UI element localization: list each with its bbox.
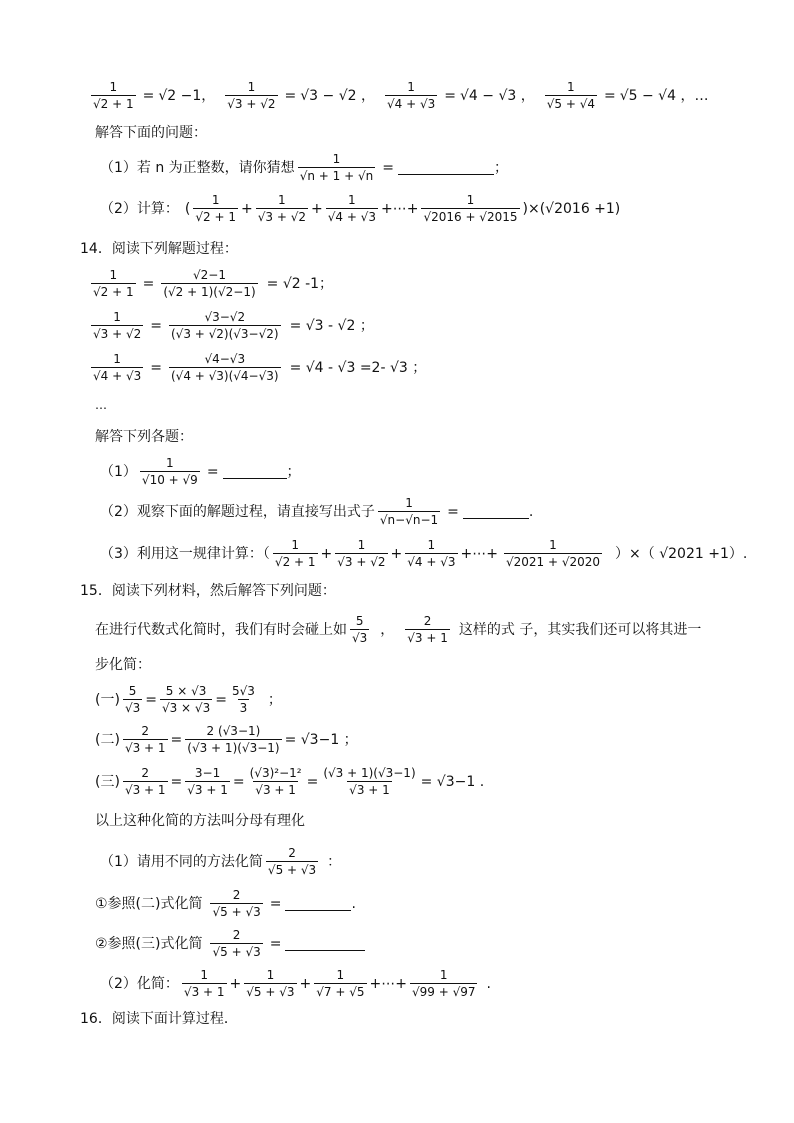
fraction: $\frac{3-1}{√3 + 1}$ [187,766,228,797]
fraction: $\frac{5√3}{3}$ [231,684,255,715]
fraction: $\frac{1}{√2 + 1}$ [93,268,134,299]
question-1b: ②参照(三)式化简 $\frac{2}{√5 + √3}$ = [95,928,365,959]
fraction: $\frac{1}{√n-√n-1}$ [379,496,439,527]
fraction: $\frac{1}{√7 + √5}$ [316,968,365,999]
fraction: $\frac{2}{√3 + 1}$ [124,766,166,797]
answer-blank[interactable] [223,464,287,479]
problem-15-heading: 15．阅读下列材料，然后解答下列问题： [80,583,336,599]
fraction: $\frac{(√3 + 1)(√3-1)}{√3 + 1}$ [323,766,416,797]
fraction: $\frac{2}{√5 + √3}$ [267,846,317,877]
fraction: $\frac{1}{√99 + √97}$ [411,968,476,999]
fraction: $\frac{1}{√3 + √2}$ [93,310,142,341]
method-2: (二) $\frac{2}{√3 + 1}$ = $\frac{2 (√3-1)}{(√3 + 1)(√3-1)}$ = √3−1 ； [95,724,358,755]
intro-line: 在进行代数式化简时，我们有时会碰上如 $\frac{5}{√3}$ ， $\frac{2}{√3 + 1}$ 这样的式 子，其实我们还可以将其进一 [95,614,702,645]
fraction: $\frac{2}{√3 + 1}$ [407,614,448,645]
fraction: $\frac{√4-√3}{(√4 + √3)(√4-√3)}$ [170,352,279,383]
method-1: (一) $\frac{5}{√3}$ = $\frac{5 \times √3}{√3 \times √3}$ = $\frac{5√3}{3}$ ； [95,684,282,715]
fraction: $\frac{5}{√3}$ [352,614,368,645]
fraction: $\frac{1}{√3 + √2}$ [257,193,306,224]
answer-blank[interactable] [398,160,494,175]
fraction: $\frac{2}{√3 + 1}$ [124,724,166,755]
fraction: $\frac{1}{√4 + √3}$ [93,352,142,383]
fraction: $\frac{1}{√2 + 1}$ [195,193,236,224]
instruction-text: 解答下面的问题： [95,125,207,141]
derivation-row: $\frac{1}{√3 + √2}$ = $\frac{√3-√2}{(√3 + √2)(√3-√2)}$ = √3 - √2 ； [93,310,374,341]
fraction: $\frac{1}{√2 + 1}$ [274,538,316,569]
fraction: $\frac{1}{√10 + √9}$ [141,456,198,487]
fraction: $\frac{1}{√3 + √2}$ [337,538,386,569]
question-2: （2）化简： $\frac{1}{√3 + 1}$ + $\frac{1}{√5 + √3}$ + $\frac{1}{√7 + √5}$ +⋯+ $\frac{1}{√99 + √97}$ . [100,968,491,999]
fraction: $\frac{2}{√5 + √3}$ [212,888,261,919]
fraction: $\frac{1}{√5 + √3}$ [246,968,295,999]
answer-blank[interactable] [285,936,365,951]
answer-blank[interactable] [463,504,529,519]
fraction: $\frac{1}{√4 + √3}$ [327,193,376,224]
fraction: $\frac{5 \times √3}{√3 \times √3}$ [161,684,211,715]
question-3: （3）利用这一规律计算：（ $\frac{1}{√2 + 1}$ + $\frac{1}{√3 + √2}$ + $\frac{1}{√4 + √3}$ +⋯+ $\frac{1}{√2021 + √2020}$ ）×（ √2021 +1）. [100,538,748,569]
question-1a: ①参照(二)式化简 $\frac{2}{√5 + √3}$ = . [95,888,356,919]
fraction: $\frac{1}{√2016 + √2015}$ [423,193,518,224]
instruction-text: 解答下列各题： [95,429,193,445]
fraction: $\frac{\text{(√3)²−1²}}{√3 + 1}$ [249,766,302,797]
fraction: $\frac{1}{√n + 1 + √n}$ [299,152,374,183]
fraction: $\frac{√2-1}{(√2 + 1)(√2-1)}$ [163,268,256,299]
fraction: $\frac{2 (√3-1)}{(√3 + 1)(√3-1)}$ [187,724,280,755]
problem-16-heading: 16．阅读下面计算过程． [80,1011,238,1027]
derivation-row: $\frac{1}{√4 + √3}$ = $\frac{√4-√3}{(√4 + √3)(√4-√3)}$ = √4 - √3 =2- √3 ； [93,352,427,383]
question-1: （1）若 n 为正整数，请你猜想 $\frac{1}{√n + 1 + √n}$ = ； [100,152,508,183]
question-1: （1） $\frac{1}{√10 + √9}$ = ； [100,456,301,487]
method-3: (三) $\frac{2}{√3 + 1}$ = $\frac{3-1}{√3 + 1}$ = $\frac{\text{(√3)²−1²}}{√3 + 1}$ = $\frac{(√3 + 1)(√3-1)}{√3 + 1}$ = √3−1 . [95,766,485,797]
question-2: （2）观察下面的解题过程，请直接写出式子 $\frac{1}{√n-√n-1}$ = . [100,496,534,527]
summary-text: 以上这种化简的方法叫分母有理化 [95,813,305,829]
fraction: $\frac{1}{√2 + 1}$ [93,80,134,111]
fraction: $\frac{1}{√4 + √3}$ [407,538,456,569]
answer-blank[interactable] [285,896,351,911]
fraction: $\frac{5}{√3}$ [124,684,141,715]
intro-line: 步化简： [95,657,151,673]
ellipsis: … [95,398,107,412]
fraction: $\frac{1}{√4 + √3}$ [387,80,436,111]
problem-14-heading: 14．阅读下列解题过程： [80,241,238,257]
fraction: $\frac{1}{√2021 + √2020}$ [505,538,601,569]
derivation-row: $\frac{1}{√2 + 1}$ = $\frac{√2-1}{(√2 + 1)(√2-1)}$ = √2 -1； [93,268,334,299]
fraction: $\frac{2}{√5 + √3}$ [212,928,261,959]
pattern-line: $\frac{1}{√2 + 1}$ = √2 −1， $\frac{1}{√3 + √2}$ = √3 − √2 ， $\frac{1}{√4 + √3}$ = √4 − √3 ， $\frac{1}{√5 + √4}$ = √5 − √4 ，… [93,80,709,111]
fraction: $\frac{1}{√3 + 1}$ [183,968,225,999]
question-2: （2）计算： ( $\frac{1}{√2 + 1}$ + $\frac{1}{√3 + √2}$ + $\frac{1}{√4 + √3}$ +⋯+ $\frac{1}{√2016 + √2015}$ ) × ( √2016 +1) [100,193,621,224]
fraction: $\frac{1}{√3 + √2}$ [227,80,276,111]
fraction: $\frac{1}{√5 + √4}$ [546,80,595,111]
fraction: $\frac{√3-√2}{(√3 + √2)(√3-√2)}$ [170,310,279,341]
question-1: （1）请用不同的方法化简 $\frac{2}{√5 + √3}$ ： [100,846,342,877]
